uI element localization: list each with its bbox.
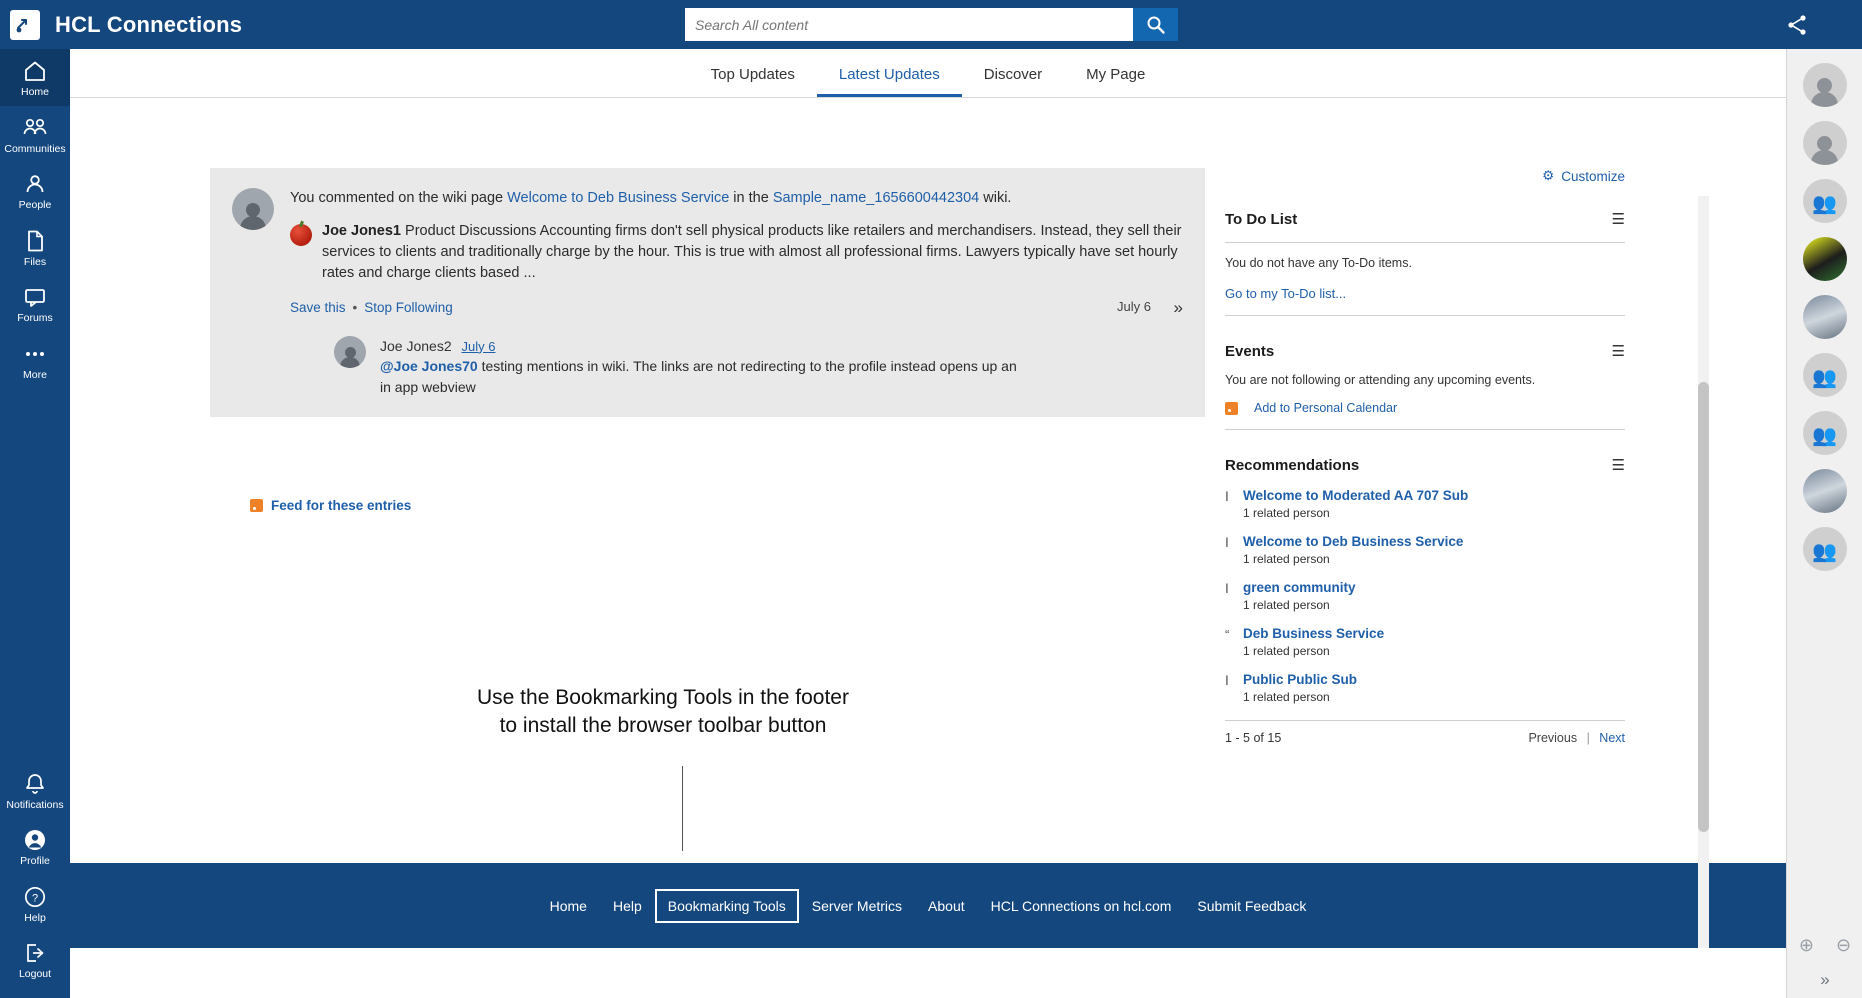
todo-empty-text: You do not have any To-Do items. xyxy=(1225,256,1412,270)
list-item xyxy=(1225,580,1625,612)
pager-range: 1 - 5 of 15 xyxy=(1225,731,1282,745)
sidebar-item-people[interactable] xyxy=(0,162,70,219)
avatar-group[interactable] xyxy=(1803,353,1847,397)
recommendation-title[interactable]: Welcome to Deb Business Service xyxy=(1243,534,1464,549)
footer-bar xyxy=(70,863,1786,948)
profile-icon xyxy=(0,827,70,853)
hamburger-icon[interactable]: ☰ xyxy=(1611,211,1625,228)
double-chevron-right-icon[interactable]: » xyxy=(1173,297,1183,317)
recommendation-title[interactable]: Deb Business Service xyxy=(1243,626,1385,641)
widget-events xyxy=(1225,342,1625,430)
right-contacts-rail xyxy=(1786,49,1862,998)
top-bar xyxy=(0,0,1862,49)
hamburger-icon[interactable]: ☰ xyxy=(1611,457,1625,474)
sidebar-item-forums[interactable] xyxy=(0,275,70,332)
sidebar-item-home[interactable] xyxy=(0,49,70,106)
save-this-button[interactable]: Save this xyxy=(290,300,346,316)
more-icon xyxy=(0,341,70,367)
avatar[interactable] xyxy=(232,188,274,230)
add-to-calendar-link: Add to Personal Calendar xyxy=(1254,401,1398,415)
left-navigation-rail xyxy=(0,49,70,998)
sidebar-item-more[interactable] xyxy=(0,332,70,389)
share-icon[interactable] xyxy=(1784,12,1810,38)
connections-logo-icon xyxy=(10,10,40,40)
widget-title: To Do List xyxy=(1225,210,1298,228)
customize-label: Customize xyxy=(1561,168,1625,184)
widget-title: Recommendations xyxy=(1225,456,1360,474)
list-item xyxy=(1225,534,1625,566)
feed-headline-prefix: You commented on the wiki page xyxy=(290,190,508,206)
wiki-icon: Ⅰ xyxy=(1225,489,1229,504)
next-button[interactable]: Next xyxy=(1599,731,1625,745)
previous-button[interactable]: Previous xyxy=(1528,731,1578,745)
zoom-in-icon[interactable]: ⊕ xyxy=(1798,935,1814,955)
avatar[interactable] xyxy=(1803,63,1847,107)
widget-recommendations xyxy=(1225,456,1625,745)
sidebar-item-label: Communities xyxy=(4,142,66,155)
svg-text:?: ? xyxy=(31,892,39,905)
add-to-calendar-row[interactable] xyxy=(1225,401,1625,415)
apple-icon xyxy=(290,224,312,246)
footer-item-bookmarking-tools[interactable]: Bookmarking Tools xyxy=(655,889,799,923)
mention-link[interactable]: @Joe Jones70 xyxy=(380,358,478,375)
list-item xyxy=(1225,672,1625,704)
footer-item-hcl-com[interactable]: HCL Connections on hcl.com xyxy=(990,897,1172,914)
double-chevron-right-icon[interactable]: » xyxy=(1820,970,1830,989)
feed-headline-mid: in the xyxy=(729,190,773,206)
divider xyxy=(1225,315,1625,316)
recommendation-title[interactable]: Welcome to Moderated AA 707 Sub xyxy=(1243,488,1469,503)
quote-icon: “ xyxy=(1225,627,1230,642)
tab-my-page[interactable]: My Page xyxy=(1086,66,1146,83)
recommendation-subtitle: 1 related person xyxy=(1243,506,1330,520)
sidebar-item-notifications[interactable] xyxy=(0,762,70,819)
widget-title: Events xyxy=(1225,342,1275,360)
zoom-out-icon[interactable]: ⊖ xyxy=(1836,935,1852,955)
sidebar-item-label: People xyxy=(18,199,52,212)
list-item xyxy=(1225,488,1625,520)
list-item xyxy=(1225,626,1625,658)
sidebar-item-help[interactable] xyxy=(0,875,70,932)
help-icon xyxy=(0,884,70,910)
footer-item-server-metrics[interactable]: Server Metrics xyxy=(811,897,903,914)
communities-icon xyxy=(0,115,70,141)
wiki-icon: Ⅰ xyxy=(1225,535,1229,550)
tab-discover[interactable]: Discover xyxy=(983,66,1043,83)
callout-text xyxy=(433,684,893,741)
avatar-photo[interactable] xyxy=(1803,295,1847,339)
divider xyxy=(1225,242,1625,243)
group-icon: 👥 xyxy=(1812,541,1837,563)
action-separator: • xyxy=(352,300,358,316)
main-area xyxy=(70,49,1786,998)
wiki-icon: Ⅰ xyxy=(1225,673,1229,688)
callout-line-2: to install the browser toolbar button xyxy=(499,714,827,738)
callout-line-1: Use the Bookmarking Tools in the footer xyxy=(477,686,849,709)
feed-for-entries-label: Feed for these entries xyxy=(271,498,412,513)
recommendations-pager xyxy=(1225,720,1625,745)
left-rail-bottom-group xyxy=(0,762,70,988)
post-actions xyxy=(290,298,1183,318)
files-icon xyxy=(0,228,70,254)
callout-pointer-line xyxy=(682,766,683,851)
sidebar-item-label: Files xyxy=(23,255,47,268)
group-icon: 👥 xyxy=(1812,193,1837,215)
search-icon xyxy=(1146,15,1166,35)
sidebar-item-logout[interactable] xyxy=(0,931,70,988)
reply-item xyxy=(334,336,1183,397)
tab-bar xyxy=(70,49,1786,98)
avatar[interactable] xyxy=(1803,121,1847,165)
search-input[interactable] xyxy=(685,8,1133,41)
sidebar-item-label: Profile xyxy=(20,855,50,868)
widget-todo-list xyxy=(1225,210,1625,316)
recommendation-subtitle: 1 related person xyxy=(1243,690,1330,704)
footer-item-submit-feedback[interactable]: Submit Feedback xyxy=(1197,897,1307,914)
right-widget-column xyxy=(1225,168,1625,745)
post-author[interactable]: Joe Jones1 xyxy=(322,223,401,240)
sidebar-item-files[interactable] xyxy=(0,219,70,276)
home-icon xyxy=(0,58,70,84)
customize-button[interactable] xyxy=(1225,168,1625,184)
sidebar-item-label: Forums xyxy=(17,312,53,325)
footer-item-home[interactable]: Home xyxy=(549,897,587,914)
bell-icon xyxy=(0,771,70,797)
logout-icon xyxy=(0,940,70,966)
group-icon: 👥 xyxy=(1812,425,1837,447)
post-date: July 6 xyxy=(1117,299,1151,315)
vertical-scrollbar[interactable] xyxy=(1698,196,1709,948)
sidebar-item-profile[interactable] xyxy=(0,818,70,875)
search-button[interactable] xyxy=(1133,8,1178,41)
events-empty-text: You are not following or attending any upcoming events. xyxy=(1225,373,1536,387)
avatar-group[interactable] xyxy=(1803,411,1847,455)
sidebar-item-label: More xyxy=(23,368,47,381)
wiki-icon: Ⅰ xyxy=(1225,581,1229,596)
forums-icon xyxy=(0,284,70,310)
sidebar-item-communities[interactable] xyxy=(0,106,70,163)
reply-text-line1: testing mentions in wiki. The links are not redirecting to the profile instead opens up an xyxy=(477,358,1017,375)
footer-item-help[interactable]: Help xyxy=(612,897,642,914)
app-title: HCL Connections xyxy=(55,11,243,37)
reply-author[interactable]: Joe Jones2 xyxy=(380,337,452,354)
search-bar xyxy=(685,8,1178,41)
rss-icon xyxy=(1225,402,1238,415)
sidebar-item-label: Home xyxy=(20,86,49,98)
sidebar-item-label: Logout xyxy=(18,968,52,981)
stop-following-button[interactable]: Stop Following xyxy=(364,300,453,316)
post-body: Product Discussions Accounting firms don't sell physical products like retailers and merchandisers. Instead, they sell their services to clients and traditionally charge by the hour. This is true with almost all professional firms. Lawyers typically have set hourly rates and charge clients based ... xyxy=(322,223,1182,282)
feed-entry-card xyxy=(210,168,1205,417)
reply-text-line2: in app webview xyxy=(380,378,476,395)
wiki-name-link[interactable]: Sample_name_1656600442304 xyxy=(772,190,980,206)
recommendation-subtitle: 1 related person xyxy=(1243,644,1330,658)
tab-top-updates[interactable]: Top Updates xyxy=(710,66,795,83)
sidebar-item-label: Notifications xyxy=(6,798,64,811)
reply-date[interactable]: July 6 xyxy=(461,338,496,354)
pager-divider: | xyxy=(1586,731,1590,745)
divider xyxy=(1225,429,1625,430)
right-rail-controls xyxy=(1787,935,1862,990)
sidebar-item-label: Help xyxy=(24,911,46,924)
recommendation-subtitle: 1 related person xyxy=(1243,598,1330,612)
goto-todo-list-link[interactable]: Go to my To-Do list... xyxy=(1225,286,1347,301)
people-icon xyxy=(0,171,70,197)
scrollbar-thumb[interactable] xyxy=(1698,382,1709,832)
feed-headline-suffix: wiki. xyxy=(979,190,1012,206)
rss-icon xyxy=(250,499,263,512)
content-area xyxy=(70,98,1786,948)
feed-headline xyxy=(290,188,1183,209)
avatar-photo[interactable] xyxy=(1803,469,1847,513)
footer-item-about[interactable]: About xyxy=(928,897,965,914)
avatar-group[interactable] xyxy=(1803,527,1847,571)
avatar-photo[interactable] xyxy=(1803,237,1847,281)
avatar[interactable] xyxy=(334,336,366,368)
recommendation-title[interactable]: Public Public Sub xyxy=(1243,672,1358,687)
wiki-page-link[interactable]: Welcome to Deb Business Service xyxy=(507,190,730,206)
app-logo[interactable] xyxy=(0,0,49,49)
tab-latest-updates[interactable]: Latest Updates xyxy=(817,53,962,97)
gear-icon: ⚙ xyxy=(1542,168,1555,183)
avatar-group[interactable] xyxy=(1803,179,1847,223)
group-icon: 👥 xyxy=(1812,367,1837,389)
hamburger-icon[interactable]: ☰ xyxy=(1611,343,1625,360)
feed-for-entries-link[interactable] xyxy=(250,498,411,513)
recommendation-subtitle: 1 related person xyxy=(1243,552,1330,566)
recommendation-title[interactable]: green community xyxy=(1243,580,1356,595)
